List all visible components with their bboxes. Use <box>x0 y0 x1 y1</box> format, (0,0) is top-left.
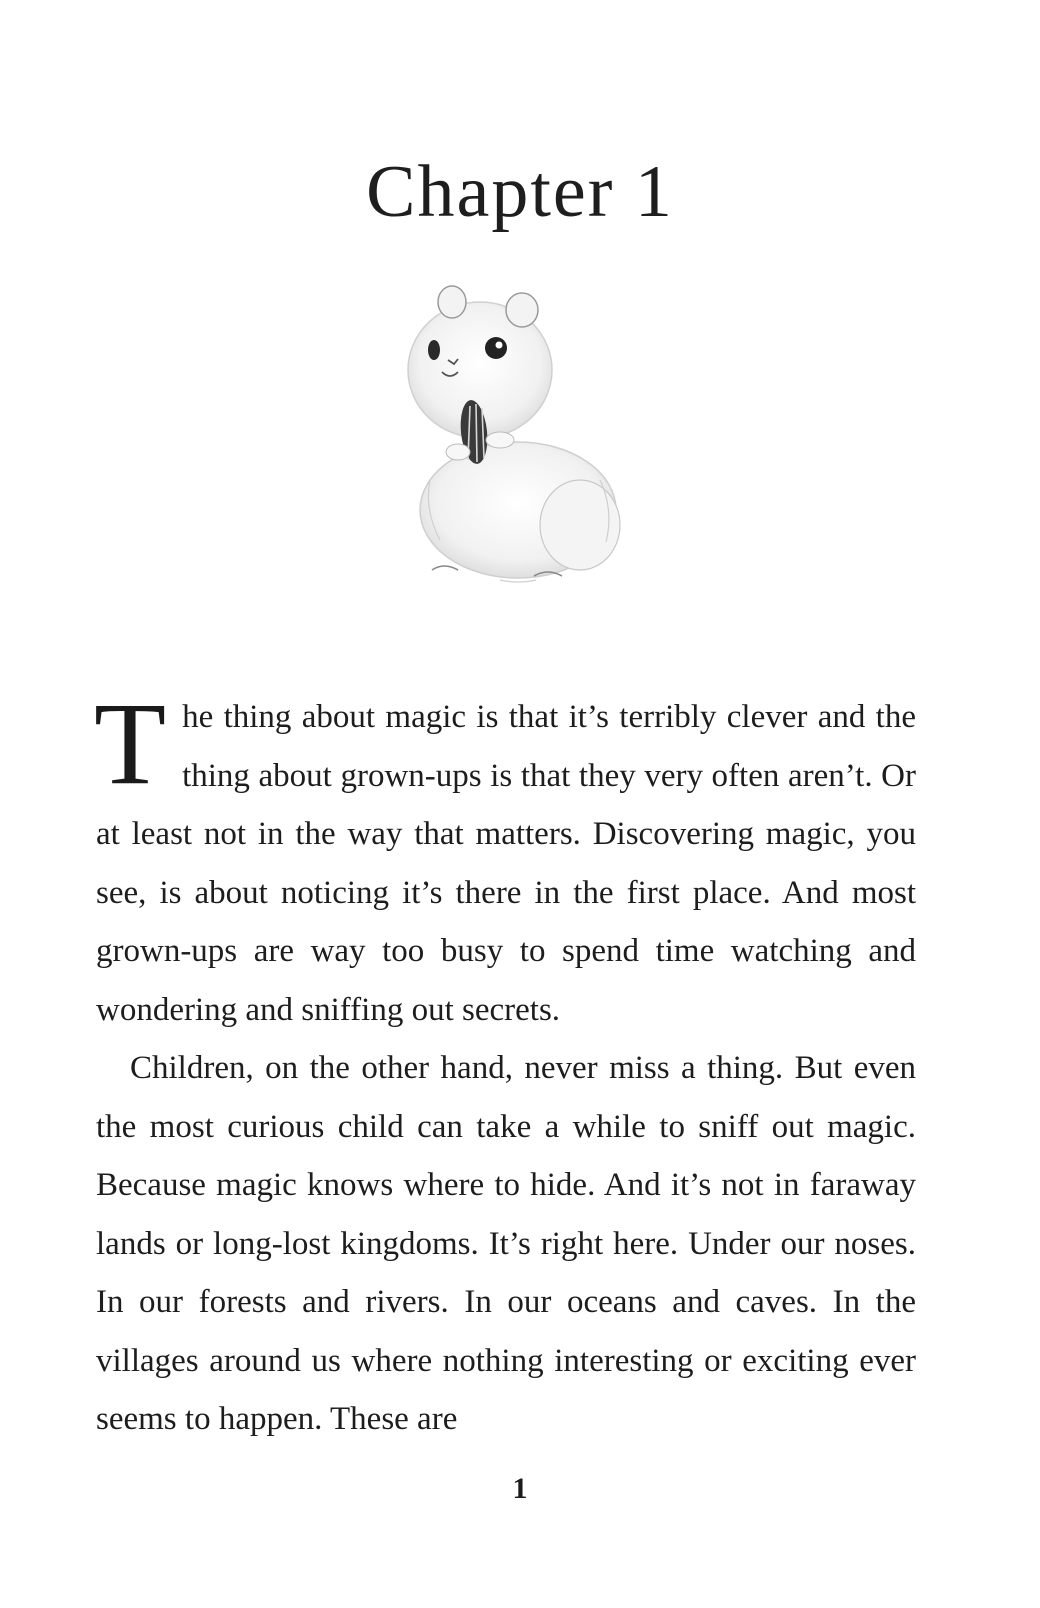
chapter-title: Chapter 1 <box>366 151 674 233</box>
hamster-with-seed-icon <box>400 280 640 590</box>
paragraph-1-text: he thing about magic is that it’s terribly clever and the thing about grown-ups is that they very often aren’t. Or at least not in the way that matters. Discovering magic, you see, is about noticing it’s there in the first place. And most grown-ups are way too busy to spend time watching and wondering and sniffing out secrets. <box>96 699 916 1028</box>
body-text <box>94 678 916 1449</box>
drop-cap: T <box>94 678 167 809</box>
paragraph-1 <box>94 678 916 1039</box>
paragraph-2: Children, on the other hand, never miss a thing. But even the most curious child can take a while to sniff out magic. Because magic knows where to hide. And it’s not in faraway lands or long-lost kingdoms. It’s right here. Under our noses. In our forests and rivers. In our oceans and caves. In the villages around us where nothing interesting or exciting ever seems to happen. These are <box>96 1050 916 1437</box>
page-number: 1 <box>512 1472 528 1505</box>
